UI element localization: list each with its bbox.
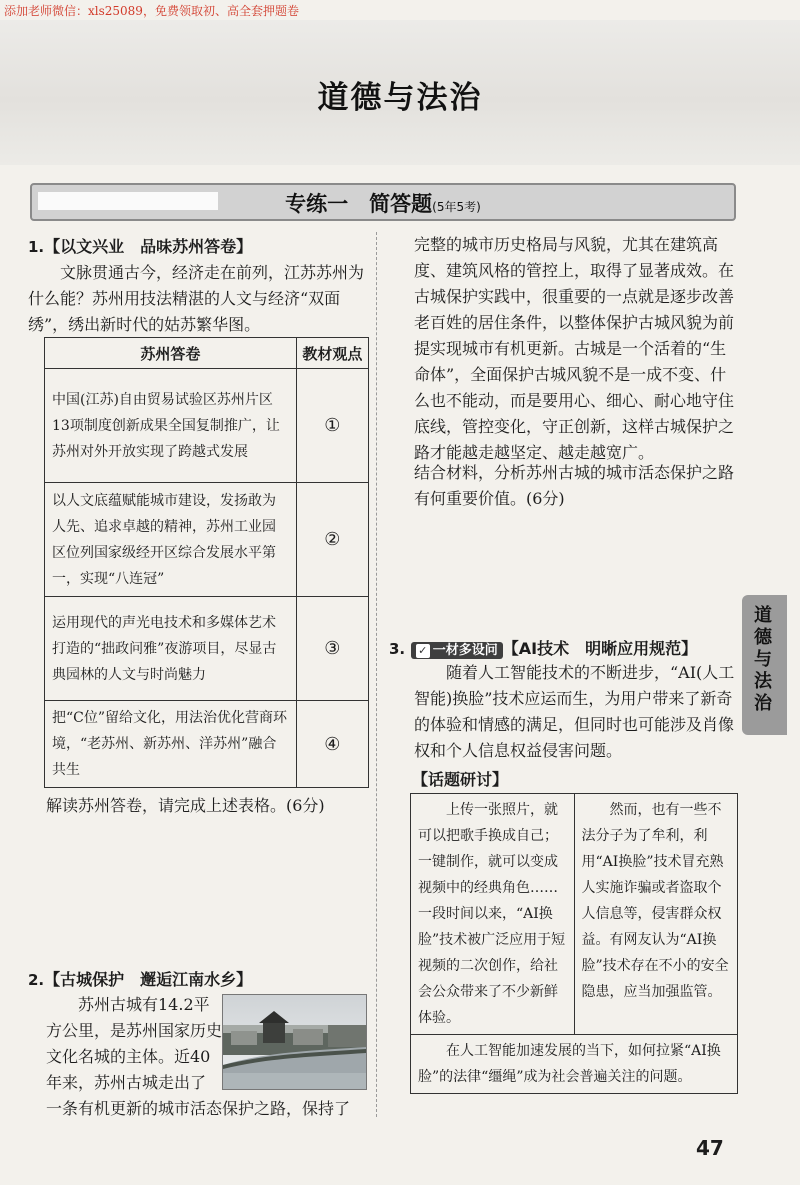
column-divider — [376, 232, 377, 1117]
q1-topic: 【以文兴业 品味苏州答卷】 — [44, 237, 253, 256]
q3-heading — [389, 636, 697, 659]
q2-heading — [28, 967, 252, 990]
q2-topic: 【古城保护 邂逅江南水乡】 — [44, 970, 253, 989]
section-title-text: 专练一 简答题 — [285, 192, 433, 216]
q1-table — [44, 337, 369, 788]
subject-title: 道德与法治 — [317, 80, 483, 116]
section-note: (5年5考) — [432, 200, 481, 214]
q1-table-header-2: 教材观点 — [296, 338, 368, 369]
q3-tag-label: 一材多设问 — [432, 643, 498, 658]
q1-table-row-1-mark: ① — [296, 369, 368, 483]
side-tab-label: 道德与法治 — [754, 605, 772, 714]
q2-line-2: 方公里，是苏州国家历史 — [46, 1021, 223, 1040]
city-photo-icon — [223, 995, 366, 1089]
section-title — [32, 188, 734, 218]
q1-table-header-1: 苏州答卷 — [45, 338, 297, 369]
q1-table-row-3-text: 运用现代的声光电技术和多媒体艺术打造的“拙政问雅”夜游项目，尽显古典园林的人文与时尚魅力 — [45, 597, 297, 701]
q3-table — [410, 793, 738, 1094]
question-1 — [28, 234, 368, 338]
q3-intro: 随着人工智能技术的不断进步，“AI(人工智能)换脸”技术应运而生，为用户带来了新奇的体验和情感的满足，但同时也可能涉及肖像权和个人信息权益侵害问题。 — [414, 663, 735, 760]
q1-table-row-2-text: 以人文底蕴赋能城市建设，发扬敢为人先、追求卓越的精神，苏州工业园区位列国家级经开区综合发展水平第一，实现“八连冠” — [45, 483, 297, 597]
q2-number: 2. — [28, 971, 45, 989]
q3-left-cell: 上传一张照片，就可以把歌手换成自己；一键制作，就可以变成视频中的经典角色……一段时间以来，“AI换脸”技术被广泛应用于短视频的二次创作，给社会公众带来了不少新鲜体验。 — [411, 794, 575, 1035]
check-icon: ✓ — [416, 644, 430, 658]
watermark-text: 添加老师微信：xls25089，免费领取初、高全套押题卷 — [4, 4, 299, 18]
q3-bottom-cell: 在人工智能加速发展的当下，如何拉紧“AI换脸”的法律“缰绳”成为社会普遍关注的问题。 — [411, 1035, 738, 1094]
q1-table-row-4-mark: ④ — [296, 701, 368, 788]
q3-subhead: 【话题研讨】 — [412, 770, 509, 789]
q1-table-row-1-text: 中国(江苏)自由贸易试验区苏州片区13项制度创新成果全国复制推广，让苏州对外开放实现了跨越式发展 — [45, 369, 297, 483]
q2-line-4: 年来，苏州古城走出了 — [46, 1073, 207, 1092]
q2-line-5: 一条有机更新的城市活态保护之路，保持了 — [46, 1099, 351, 1118]
q1-heading — [28, 234, 368, 257]
q2-task: 结合材料，分析苏州古城的城市活态保护之路有何重要价值。(6分) — [414, 463, 735, 508]
page-number: 47 — [696, 1136, 724, 1160]
section-header — [30, 183, 736, 221]
city-photo — [222, 994, 367, 1090]
q2-line-1: 苏州古城有14.2平 — [78, 995, 210, 1014]
q3-right-cell: 然而，也有一些不法分子为了牟利，利用“AI换脸”技术冒充熟人实施诈骗或者盗取个人信息等，侵害群众权益。有网友认为“AI换脸”技术存在不小的安全隐患，应当加强监管。 — [574, 794, 737, 1035]
q1-task: 解读苏州答卷，请完成上述表格。(6分) — [46, 796, 325, 815]
q1-table-row-3-mark: ③ — [296, 597, 368, 701]
q1-table-row-4-text: 把“C位”留给文化，用法治优化营商环境，“老苏州、新苏州、洋苏州”融合共生 — [45, 701, 297, 788]
q3-topic: 【AI技术 明晰应用规范】 — [502, 639, 698, 658]
q3-tag — [411, 642, 503, 659]
q1-number: 1. — [28, 238, 45, 256]
q2-continuation: 完整的城市历史格局与风貌，尤其在建筑高度、建筑风格的管控上，取得了显著成效。在古城保护实践中，很重要的一点就是逐步改善老百姓的居住条件，以整体保护古城风貌为前提实现城市有机更新。古城是一个活着的“生命体”，全面保护古城风貌不是一成不变、什么也不能动，而是要用心、细心、耐心地守住底线，管控变化，守正创新，这样古城保护之路才能越走越坚定、越走越宽广。 — [414, 235, 735, 462]
q1-table-row-2-mark: ② — [296, 483, 368, 597]
q2-line-3: 文化名城的主体。近40 — [46, 1047, 211, 1066]
q3-number: 3. — [389, 640, 406, 658]
q1-intro: 文脉贯通古今，经济走在前列，江苏苏州为什么能？苏州用技法精湛的人文与经济“双面绣”，绣出新时代的姑苏繁华图。 — [28, 263, 365, 334]
